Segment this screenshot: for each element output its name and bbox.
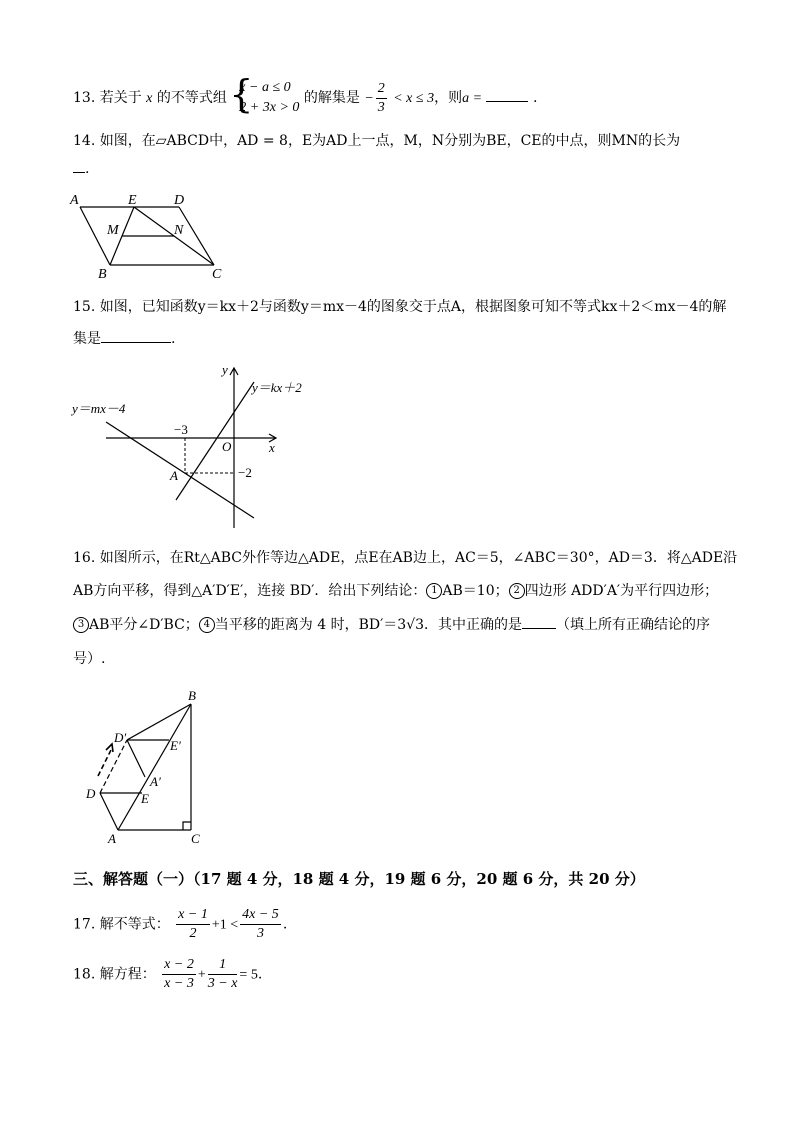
q18-equals: = 5: [239, 967, 258, 983]
label-m: M: [107, 223, 119, 238]
q17-prefix: 17. 解不等式：: [73, 916, 170, 933]
side-dc: [179, 207, 214, 265]
q18-fraction-2: [208, 956, 238, 993]
q13-var: x: [146, 91, 153, 106]
q14-line2: [73, 160, 89, 177]
q13-inequality-system: [229, 72, 300, 118]
frac-den: 2: [189, 926, 197, 941]
dashed-dd-prime: [100, 740, 127, 793]
segment-bd-prime: [127, 704, 191, 740]
conclusion-2-text: 四边形 ADD′A′为平行四边形；: [524, 583, 719, 599]
q14-line: [73, 130, 680, 150]
q16-text3: ．其中正确的是: [424, 617, 523, 633]
q13-ask: a =: [462, 91, 483, 106]
label-a-prime: A′: [150, 774, 161, 789]
frac-den: 3: [256, 926, 264, 941]
frac-num: 4x − 5: [240, 906, 281, 925]
q18-fraction-1: [162, 956, 196, 993]
label-y: y: [222, 362, 228, 377]
label-e: E: [141, 791, 149, 806]
answer-blank[interactable]: [522, 616, 556, 629]
label-point-a: A: [170, 468, 178, 483]
conclusion-4-text: 当平移的距离为 4 时，BD′＝3: [214, 617, 407, 633]
brace-icon: {: [229, 72, 254, 116]
frac-den: x − 3: [164, 976, 194, 991]
label-d-prime: D′: [114, 730, 127, 745]
conclusion-1-mark: 1: [426, 583, 442, 599]
label-x: x: [269, 440, 275, 455]
q16-text1: 16. 如图所示，在Rt△ABC外作等边△ADE，点E在AB边上，AC＝5，∠ABC＝30°，AD＝3．将△ADE沿: [73, 550, 738, 566]
arrow-head-icon: [106, 744, 113, 752]
q14-text: 14. 如图，在▱ABCD中，AD = 8，E为AD上一点，M，N分别为BE，CE的中点，则MN的长为: [73, 133, 681, 149]
conclusion-3-mark: 3: [73, 617, 89, 633]
frac-num: x − 1: [176, 906, 210, 925]
frac-num: 2: [376, 80, 387, 99]
section-heading: [73, 868, 645, 889]
translation-figure: [78, 688, 208, 848]
q13-text-mid: 的不等式组: [156, 90, 227, 106]
q15-text: 15. 如图，已知函数y＝kx＋2与函数y＝mx－4的图象交于点A，根据图象可知不等式kx＋2＜mx－4的解: [73, 299, 727, 315]
line-kx-plus-2: [176, 382, 254, 500]
label-c: C: [191, 831, 200, 846]
label-d: D: [86, 786, 96, 801]
q18-plus: +: [197, 967, 206, 983]
parallelogram-figure: [66, 190, 236, 280]
tick-minus-2: −2: [238, 465, 252, 480]
frac-den: 3 − x: [207, 976, 238, 991]
segment-ad: [100, 793, 118, 830]
q16-text2: AB方向平移，得到△A′D′E′，连接 BD′．给出下列结论：: [73, 583, 427, 599]
frac-num: 1: [208, 956, 238, 975]
q15-text2: 集是: [73, 331, 101, 347]
q13-number: 13.: [73, 90, 96, 106]
q17-line: [73, 906, 287, 943]
q13-text: 若关于: [99, 90, 142, 106]
q17-plus-one: +1 <: [211, 917, 239, 933]
q17-fraction-2: [240, 906, 281, 943]
q16-text4: 号）.: [73, 651, 106, 667]
function-graph-figure: [66, 362, 302, 534]
side-ab: [118, 704, 191, 830]
q18-prefix: 18. 解方程：: [73, 966, 156, 983]
label-d: D: [174, 193, 185, 208]
q13-solution-tail: < x ≤ 3: [393, 91, 435, 106]
label-a: A: [108, 831, 116, 846]
q13-minus: −: [364, 91, 374, 106]
q14-tail: .: [85, 161, 90, 177]
q13-then: ，则: [434, 90, 463, 106]
q13-text-after: 的解集是: [303, 90, 360, 106]
q18-line: [73, 956, 262, 993]
q15-line1: [73, 296, 726, 316]
q13-end: .: [532, 90, 538, 106]
label-e: E: [128, 193, 137, 208]
label-c: C: [212, 267, 222, 282]
conclusion-2-mark: 2: [509, 583, 525, 599]
right-angle-mark: [183, 822, 191, 830]
label-origin: O: [222, 439, 232, 454]
answer-blank[interactable]: [486, 89, 528, 102]
label-mx: y＝mx－4: [72, 401, 126, 416]
label-a: A: [70, 193, 79, 208]
label-b: B: [98, 267, 107, 282]
conclusion-3-text: AB平分∠D′BC；: [89, 617, 199, 633]
q15-line2: [73, 328, 175, 348]
q17-fraction-1: [176, 906, 210, 943]
sqrt-three: √3: [406, 617, 425, 633]
conclusion-1-text: AB＝10；: [442, 583, 509, 599]
label-n: N: [174, 223, 184, 238]
q15-end: .: [171, 331, 176, 347]
label-e-prime: E′: [170, 738, 181, 753]
label-kx: y＝kx＋2: [252, 380, 302, 395]
frac-num: x − 2: [162, 956, 196, 975]
frac-den: 3: [377, 99, 385, 115]
translation-arrow: [98, 748, 112, 776]
q17-end: .: [282, 916, 288, 933]
q16-text3-end: （填上所有正确结论的序: [556, 617, 711, 633]
conclusion-4-mark: 4: [199, 617, 215, 633]
label-b: B: [188, 688, 196, 703]
q16-line1: [73, 547, 737, 567]
q18-end: .: [257, 966, 263, 983]
system-line-2: 2 + 3x > 0: [239, 100, 300, 115]
q16-line4: [73, 648, 105, 668]
segment-d-prime-a-prime: [127, 740, 145, 777]
q16-line3: [73, 614, 710, 634]
section-title: 三、解答题（一）（17 题 4 分，18 题 4 分，19 题 6 分，20 题 6 分，共 20 分）: [73, 870, 645, 888]
q13-line: [73, 72, 538, 118]
tick-minus-3: −3: [174, 422, 188, 437]
q13-fraction: [376, 80, 387, 117]
system-line-1: x − a ≤ 0: [239, 80, 291, 95]
answer-blank[interactable]: [73, 160, 85, 173]
side-ba: [80, 207, 110, 265]
answer-blank[interactable]: [101, 330, 171, 343]
q16-line2: [73, 580, 718, 600]
